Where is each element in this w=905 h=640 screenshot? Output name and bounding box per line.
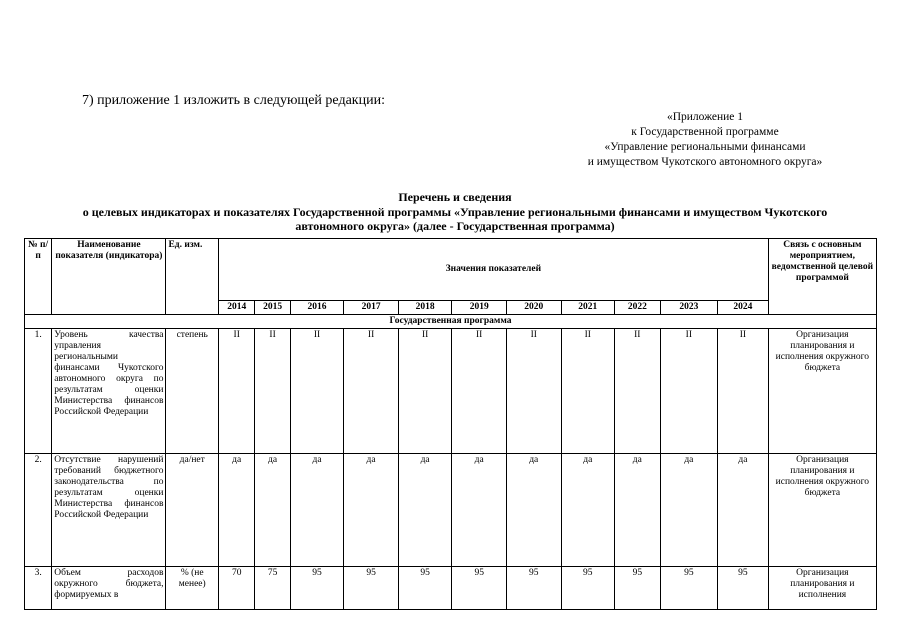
row-value: II <box>561 329 615 454</box>
row-value: да <box>660 454 718 567</box>
table-header-row <box>25 239 877 301</box>
header-link: Связь с основным мероприятием, ведомственной целевой программой <box>768 239 876 315</box>
row-value: II <box>660 329 718 454</box>
row-linked-activity: Организация планирования и исполнения окружного бюджета <box>768 329 876 454</box>
indicators-table <box>24 238 877 610</box>
year-2015: 2015 <box>255 301 290 315</box>
row-value: 75 <box>255 567 290 610</box>
appendix-line-3: «Управление региональными финансами <box>604 141 806 153</box>
year-2014: 2014 <box>219 301 255 315</box>
row-value: II <box>344 329 399 454</box>
row-value: 70 <box>219 567 255 610</box>
year-2018: 2018 <box>398 301 452 315</box>
appendix-line-4: и имуществом Чукотского автономного округа» <box>587 156 823 168</box>
row-value: II <box>290 329 344 454</box>
row-value: II <box>452 329 507 454</box>
row-value: 95 <box>344 567 399 610</box>
row-value: II <box>255 329 290 454</box>
row-value: 95 <box>718 567 769 610</box>
amendment-intro: 7) приложение 1 изложить в следующей редакции: <box>82 93 385 108</box>
row-linked-activity: Организация планирования и исполнения окружного бюджета <box>768 454 876 567</box>
row-value: да <box>718 454 769 567</box>
row-indicator-name: Объем расходов окружного бюджета, формируемых в <box>52 567 166 610</box>
row-value: да <box>255 454 290 567</box>
row-value: да <box>506 454 561 567</box>
appendix-line-1: «Приложение 1 <box>666 111 744 123</box>
year-2016: 2016 <box>290 301 344 315</box>
row-indicator-name: Уровень качества управления региональными финансами Чукотского автономного округа по результатам оценки Министерства финансов Российской Федерации <box>52 329 166 454</box>
year-2020: 2020 <box>506 301 561 315</box>
row-value: 95 <box>561 567 615 610</box>
appendix-reference <box>560 110 850 170</box>
row-indicator-name: Отсутствие нарушений требований бюджетного законодательства по результатам оценки Министерства финансов Российской Федерации <box>52 454 166 567</box>
row-unit: степень <box>166 329 219 454</box>
row-value: 95 <box>506 567 561 610</box>
year-2021: 2021 <box>561 301 615 315</box>
header-unit: Ед. изм. <box>166 239 219 315</box>
table-row <box>25 329 877 454</box>
heading-line-2: о целевых индикаторах и показателях Государственной программы «Управление региональными финансами и имуществом Чукотского <box>82 204 828 219</box>
appendix-line-2: к Государственной программе <box>631 126 779 138</box>
year-2019: 2019 <box>452 301 507 315</box>
row-value: 95 <box>290 567 344 610</box>
heading-line-3: автономного округа» (далее - Государственная программа) <box>295 219 615 233</box>
section-row <box>25 315 877 329</box>
row-number: 2. <box>25 454 52 567</box>
row-value: да <box>344 454 399 567</box>
row-value: 95 <box>398 567 452 610</box>
year-2022: 2022 <box>615 301 660 315</box>
year-2017: 2017 <box>344 301 399 315</box>
table-row <box>25 454 877 567</box>
row-value: II <box>506 329 561 454</box>
row-number: 1. <box>25 329 52 454</box>
table-row <box>25 567 877 610</box>
row-value: 95 <box>615 567 660 610</box>
row-value: II <box>615 329 660 454</box>
row-value: II <box>718 329 769 454</box>
row-unit: да/нет <box>166 454 219 567</box>
row-value: II <box>219 329 255 454</box>
header-values: Значения показателей <box>219 239 769 301</box>
year-2024: 2024 <box>718 301 769 315</box>
document-heading <box>40 190 870 234</box>
row-value: да <box>452 454 507 567</box>
header-number: № п/п <box>25 239 52 315</box>
row-value: да <box>290 454 344 567</box>
row-value: 95 <box>660 567 718 610</box>
section-title: Государственная программа <box>25 315 877 329</box>
row-value: 95 <box>452 567 507 610</box>
row-linked-activity: Организация планирования и исполнения <box>768 567 876 610</box>
row-value: да <box>219 454 255 567</box>
row-value: да <box>615 454 660 567</box>
row-value: да <box>398 454 452 567</box>
heading-line-1: Перечень и сведения <box>398 190 512 204</box>
year-2023: 2023 <box>660 301 718 315</box>
row-number: 3. <box>25 567 52 610</box>
row-value: да <box>561 454 615 567</box>
header-name: Наименование показателя (индикатора) <box>52 239 166 315</box>
row-unit: % (не менее) <box>166 567 219 610</box>
row-value: II <box>398 329 452 454</box>
